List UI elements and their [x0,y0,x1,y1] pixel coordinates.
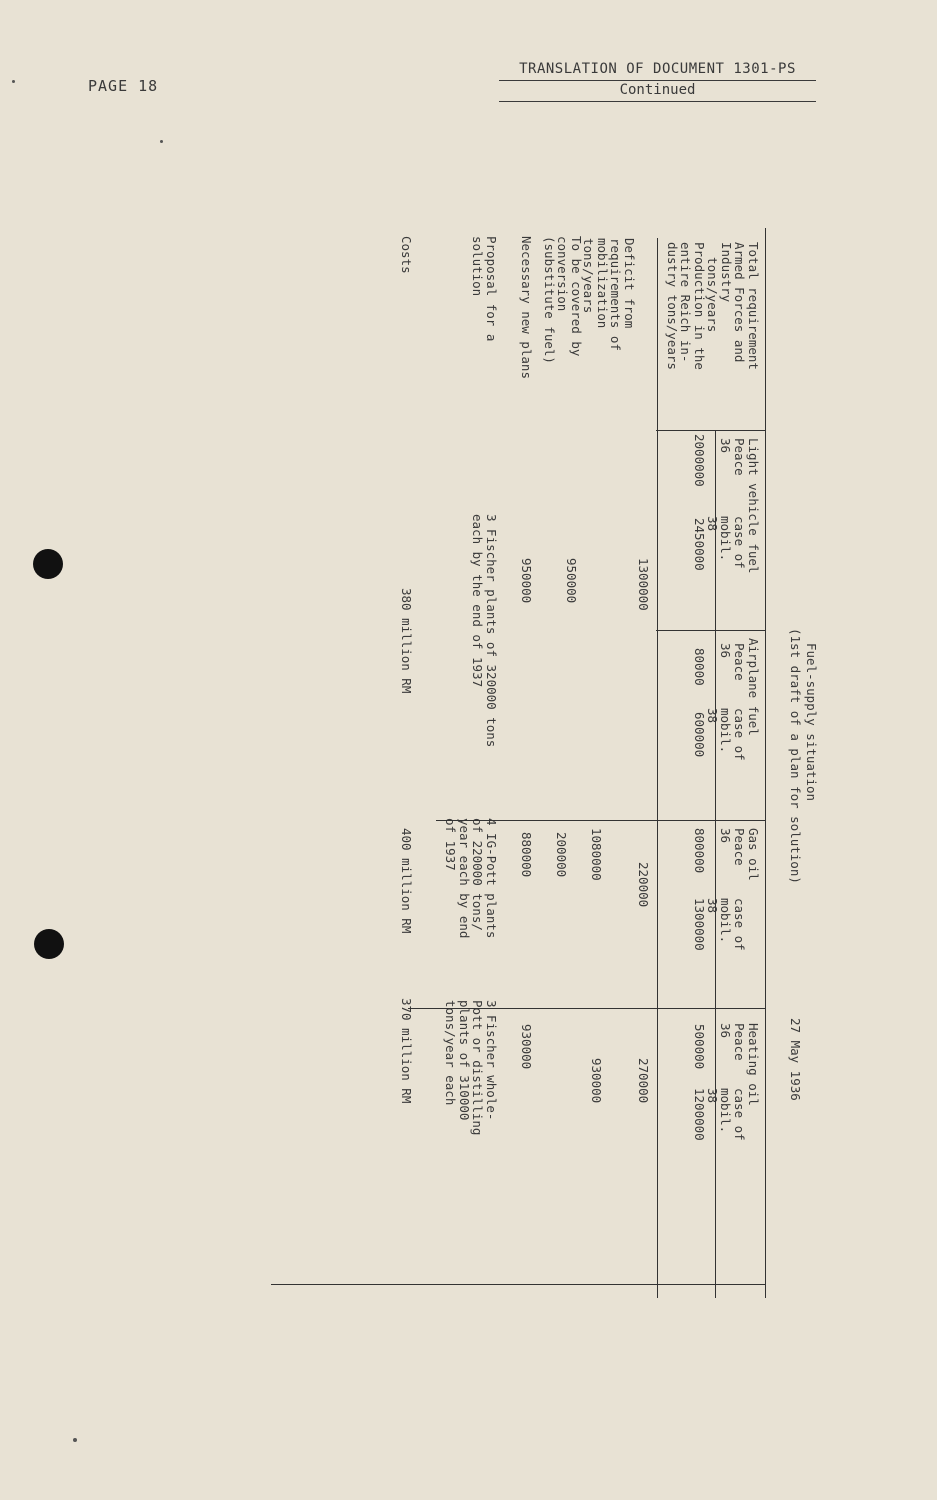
heat-total-peace: 500000 [692,1024,707,1070]
rule-gas-heat [408,1008,766,1009]
speck [160,140,163,143]
heat-new-plans: 930000 [519,1024,534,1070]
col-light-mobil: case of mobil. 38 [705,516,747,569]
gas-deficit: 1080000 [589,828,604,881]
speck [73,1438,77,1442]
light-deficit: 950000 [564,558,579,604]
gas-conversion: 200000 [554,832,569,878]
row-proposal: Proposal for a solution [470,236,499,342]
light-total-mobil: 2450000 [692,518,707,571]
header-bottom-rule [715,430,716,1298]
col-air-peace: Peace 36 [718,643,747,681]
rotated-table [192,228,828,1400]
heat-costs: 370 million RM [399,998,414,1104]
gas-total-peace: 800000 [692,828,707,874]
table-date: 27 May 1936 [788,1018,803,1101]
rule-light-air [656,630,766,631]
header-title: TRANSLATION OF DOCUMENT 1301-PS [519,61,796,77]
col-gas-name: Gas oil [746,828,761,881]
heat-total-mobil: 1200000 [692,1088,707,1141]
row-production: Production in the entire Reich in- dustry tons/years [665,242,707,370]
row-deficit: Deficit from requirements of mobilization tons/years [581,238,637,351]
heat-deficit: 930000 [589,1058,604,1104]
col-heat-name: Heating oil [746,1023,761,1106]
row-total-requirement: Total requirement Armed Forces and Industry tons/years [705,242,761,370]
row-conversion: To be covered by conversion (substitute fuel) [542,236,584,364]
heat-production: 270000 [636,1058,651,1104]
gas-total-mobil: 1300000 [692,898,707,951]
rule-air-gas [436,820,766,821]
punch-hole-top [33,549,63,579]
col-gas-peace: Peace 36 [718,828,747,866]
col-air-name: Airplane fuel [746,638,761,736]
light-costs: 380 million RM [399,588,414,694]
table-left-rule [656,430,766,431]
col-heat-mobil: case of mobil. 38 [705,1088,747,1141]
col-heat-peace: Peace 36 [718,1023,747,1061]
header-continued: Continued [619,82,696,98]
light-proposal: 3 Fischer plants of 320000 tons each by the end of 1937 [470,514,499,748]
production-bottom-rule [657,238,658,1298]
table-top-rule [765,228,766,1298]
table-title: Fuel-supply situation [804,643,819,802]
gas-costs: 400 million RM [399,828,414,934]
air-total-mobil: 600000 [692,712,707,758]
col-air-mobil: case of mobil. 38 [705,708,747,761]
gas-proposal: 4 IG-Pott plants of 220000 tons/ year each by end of 1937 [443,818,499,939]
row-new-plans: Necessary new plans [519,236,534,379]
document-header [505,60,810,102]
table-right-rule [271,1284,766,1285]
table-subtitle: (1st draft of a plan for solution) [788,628,803,884]
light-production: 1300000 [636,558,651,611]
page-number: PAGE 18 [88,77,159,95]
row-costs: Costs [399,236,414,274]
heat-proposal: 3 Fischer whole- Pott or distilling plants of 310000 tons/year each [443,1000,499,1136]
gas-production: 220000 [636,862,651,908]
col-light-peace: Peace 36 [718,438,747,476]
light-new-plans: 950000 [519,558,534,604]
col-gas-mobil: case of mobil. 38 [705,898,747,951]
speck [12,80,15,83]
col-light-name: Light vehicle fuel [746,438,761,574]
light-total-peace: 2000000 [692,434,707,487]
air-total-peace: 80000 [692,648,707,686]
gas-new-plans: 880000 [519,832,534,878]
header-rule-bottom [499,101,816,102]
punch-hole-bottom [34,929,64,959]
